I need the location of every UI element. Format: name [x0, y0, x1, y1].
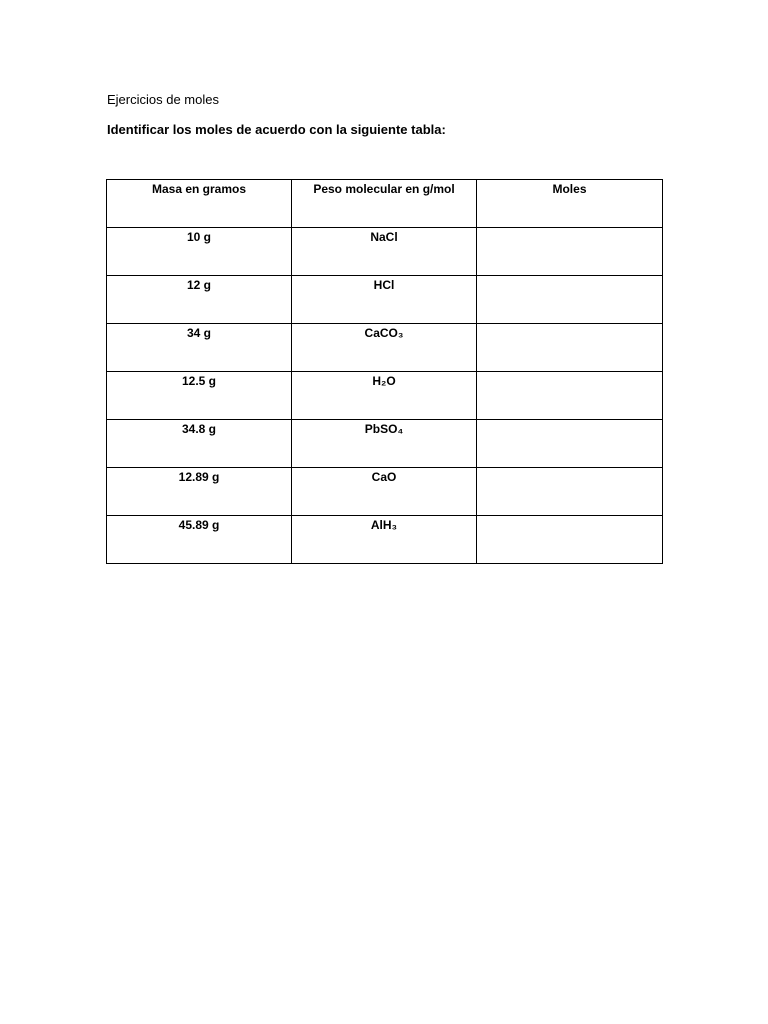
- table-row: [107, 228, 663, 276]
- document-instruction: Identificar los moles de acuerdo con la siguiente tabla:: [107, 122, 446, 137]
- cell-mass: 12.5 g: [107, 372, 292, 420]
- table-row: [107, 468, 663, 516]
- cell-compound: HCl: [292, 276, 477, 324]
- cell-moles[interactable]: [477, 468, 663, 516]
- moles-table: [106, 179, 663, 564]
- cell-mass: 45.89 g: [107, 516, 292, 564]
- cell-moles[interactable]: [477, 324, 663, 372]
- header-molecular-weight: Peso molecular en g/mol: [292, 180, 477, 228]
- table-row: [107, 324, 663, 372]
- cell-compound: AlH₃: [292, 516, 477, 564]
- header-moles: Moles: [477, 180, 663, 228]
- cell-moles[interactable]: [477, 228, 663, 276]
- cell-moles[interactable]: [477, 276, 663, 324]
- table-row: [107, 516, 663, 564]
- table-row: [107, 276, 663, 324]
- cell-mass: 12 g: [107, 276, 292, 324]
- cell-compound: CaO: [292, 468, 477, 516]
- cell-compound: H₂O: [292, 372, 477, 420]
- header-mass: Masa en gramos: [107, 180, 292, 228]
- cell-mass: 34 g: [107, 324, 292, 372]
- cell-mass: 10 g: [107, 228, 292, 276]
- table-row: [107, 372, 663, 420]
- cell-compound: NaCl: [292, 228, 477, 276]
- cell-mass: 12.89 g: [107, 468, 292, 516]
- cell-moles[interactable]: [477, 372, 663, 420]
- cell-moles[interactable]: [477, 516, 663, 564]
- document-title: Ejercicios de moles: [107, 92, 219, 107]
- cell-compound: PbSO₄: [292, 420, 477, 468]
- table-header-row: [107, 180, 663, 228]
- cell-moles[interactable]: [477, 420, 663, 468]
- table-row: [107, 420, 663, 468]
- cell-mass: 34.8 g: [107, 420, 292, 468]
- cell-compound: CaCO₃: [292, 324, 477, 372]
